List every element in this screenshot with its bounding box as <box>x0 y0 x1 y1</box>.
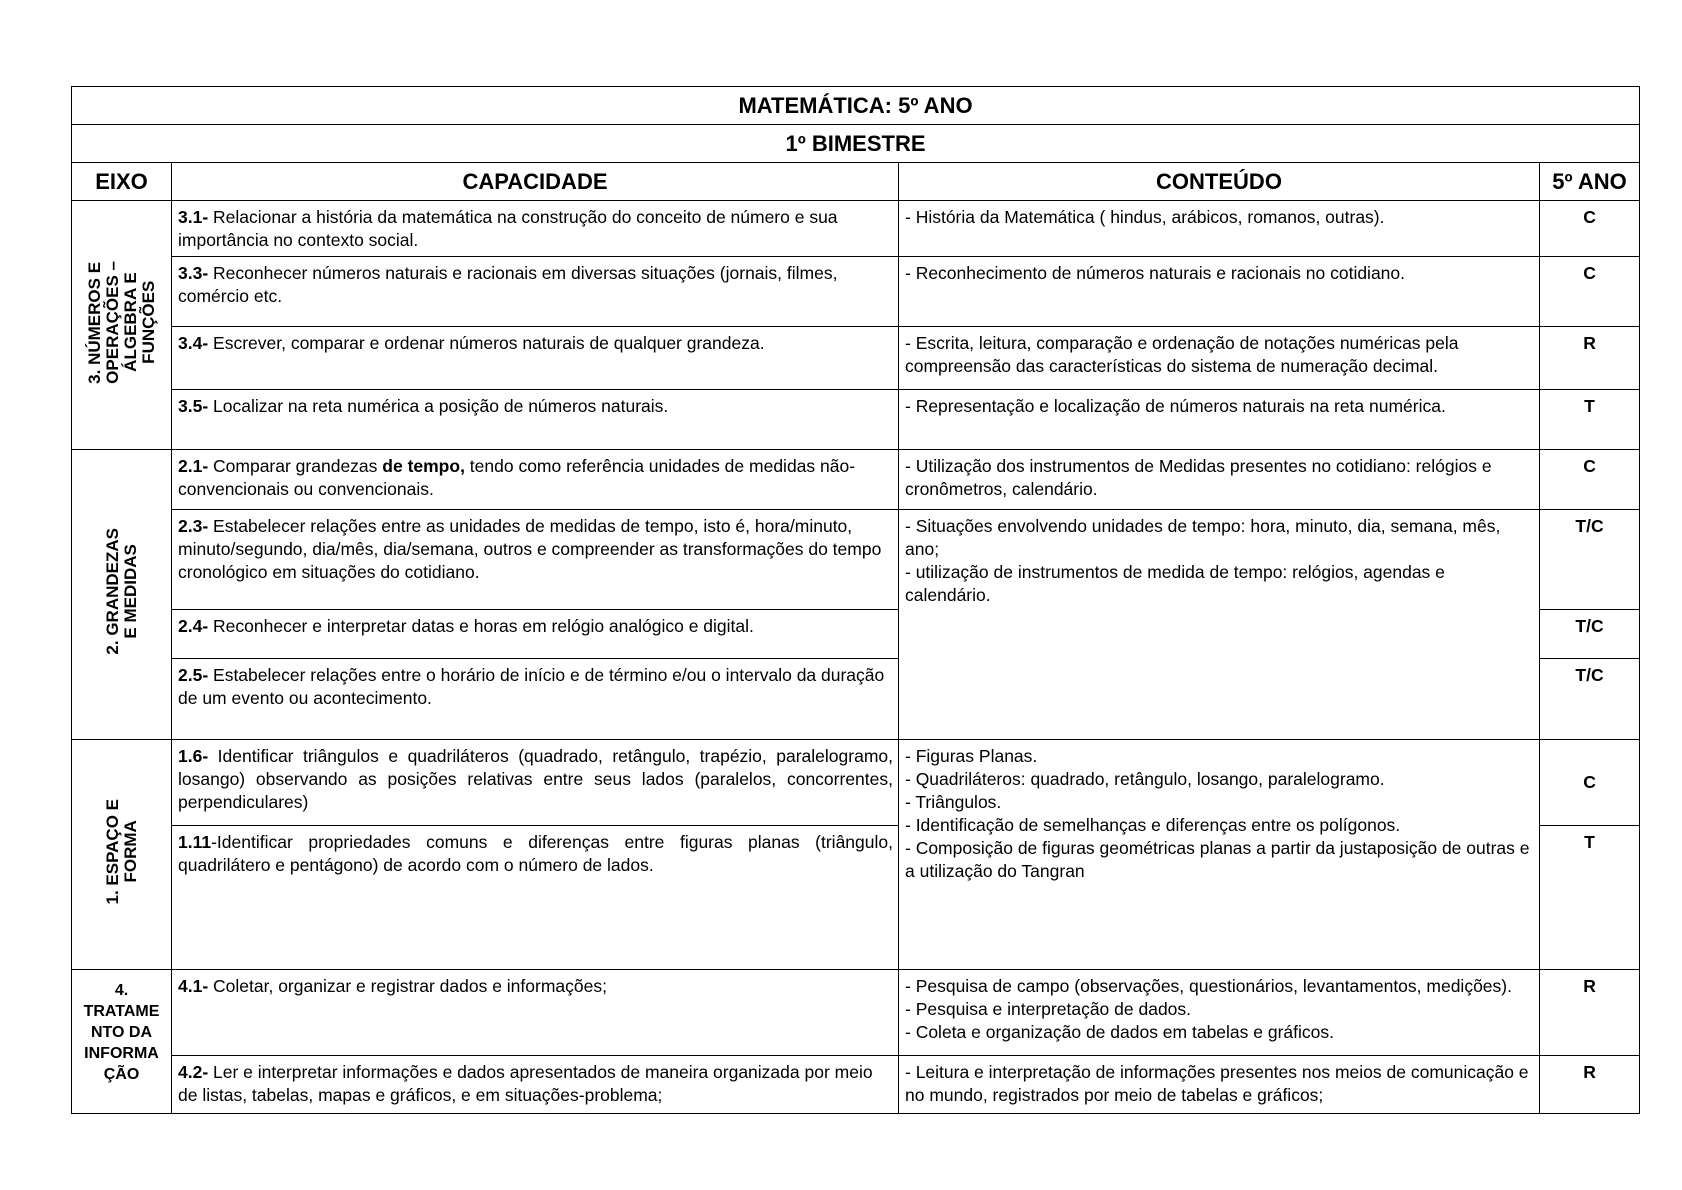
axis-grandezas <box>72 450 172 740</box>
ano-4-2: R <box>1540 1056 1640 1114</box>
header-ano: 5º ANO <box>1540 163 1640 201</box>
ano-4-1: R <box>1540 970 1640 1056</box>
conteudo-3-3: - Reconhecimento de números naturais e racionais no cotidiano. <box>899 257 1540 327</box>
ano-3-5: T <box>1540 390 1640 450</box>
header-eixo: EIXO <box>72 163 172 201</box>
ano-1-6: C <box>1540 740 1640 826</box>
axis-numeros <box>72 201 172 450</box>
capacidade-2-3: 2.3- Estabelecer relações entre as unidades de medidas de tempo, isto é, hora/minuto, minuto/segundo, dia/mês, dia/semana, outros e compreender as transformações do tempo cronológico em situações do cotidiano. <box>172 510 899 610</box>
capacidade-4-2: 4.2- Ler e interpretar informações e dados apresentados de maneira organizada por meio de listas, tabelas, mapas e gráficos, e em situações-problema; <box>172 1056 899 1114</box>
axis-grandezas-label: 2. GRANDEZAS E MEDIDAS <box>102 528 140 655</box>
ano-3-1: C <box>1540 201 1640 257</box>
capacidade-1-6: 1.6- Identificar triângulos e quadriláteros (quadrado, retângulo, trapézio, paralelogramo, losango) observando as posições relativas entre seus lados (paralelos, concorrentes, perpendiculares) <box>172 740 899 826</box>
conteudo-3-1: - História da Matemática ( hindus, arábicos, romanos, outras). <box>899 201 1540 257</box>
ano-3-4: R <box>1540 327 1640 390</box>
ano-3-3: C <box>1540 257 1640 327</box>
axis-numeros-label: 3. NÚMEROS E OPERAÇÕES – ÁLGEBRA E FUNÇÕES <box>84 260 158 384</box>
capacidade-2-1: 2.1- Comparar grandezas de tempo, tendo como referência unidades de medidas não-convencionais ou convencionais. <box>172 450 899 510</box>
table-title: MATEMÁTICA: 5º ANO <box>72 87 1640 125</box>
ano-2-3: T/C <box>1540 510 1640 610</box>
conteudo-2-1: - Utilização dos instrumentos de Medidas presentes no cotidiano: relógios e cronômetros, calendário. <box>899 450 1540 510</box>
header-conteudo: CONTEÚDO <box>899 163 1540 201</box>
axis-espaco-label: 1. ESPAÇO E FORMA <box>102 798 140 905</box>
capacidade-3-5: 3.5- Localizar na reta numérica a posição de números naturais. <box>172 390 899 450</box>
bimestre-title: 1º BIMESTRE <box>72 125 1640 163</box>
capacidade-3-4: 3.4- Escrever, comparar e ordenar números naturais de qualquer grandeza. <box>172 327 899 390</box>
conteudo-4-2: - Leitura e interpretação de informações presentes nos meios de comunicação e no mundo, registrados por meio de tabelas e gráficos; <box>899 1056 1540 1114</box>
capacidade-3-1: 3.1- Relacionar a história da matemática na construção do conceito de número e sua importância no contexto social. <box>172 201 899 257</box>
capacidade-4-1: 4.1- Coletar, organizar e registrar dados e informações; <box>172 970 899 1056</box>
axis-tratamento: 4. TRATAME NTO DA INFORMA ÇÃO <box>72 970 172 1114</box>
conteudo-3-4: - Escrita, leitura, comparação e ordenação de notações numéricas pela compreensão das características do sistema de numeração decimal. <box>899 327 1540 390</box>
conteudo-4-1: - Pesquisa de campo (observações, questionários, levantamentos, medições). - Pesquisa e interpretação de dados. - Coleta e organização de dados em tabelas e gráficos. <box>899 970 1540 1056</box>
axis-espaco <box>72 740 172 970</box>
capacidade-2-5: 2.5- Estabelecer relações entre o horário de início e de término e/ou o intervalo da duração de um evento ou acontecimento. <box>172 659 899 740</box>
conteudo-tempo: - Situações envolvendo unidades de tempo: hora, minuto, dia, semana, mês, ano; - utilização de instrumentos de medida de tempo: relógios, agendas e calendário. <box>899 510 1540 740</box>
ano-1-11: T <box>1540 826 1640 970</box>
conteudo-figuras: - Figuras Planas. - Quadriláteros: quadrado, retângulo, losango, paralelogramo. - Triângulos. - Identificação de semelhanças e diferenças entre os polígonos. - Composição de figuras geométricas planas a partir da justaposição de outras e a utilização do Tangran <box>899 740 1540 970</box>
curriculum-table <box>71 86 1640 1114</box>
ano-2-4: T/C <box>1540 610 1640 659</box>
capacidade-3-3: 3.3- Reconhecer números naturais e racionais em diversas situações (jornais, filmes, comércio etc. <box>172 257 899 327</box>
header-capacidade: CAPACIDADE <box>172 163 899 201</box>
ano-2-5: T/C <box>1540 659 1640 740</box>
conteudo-3-5: - Representação e localização de números naturais na reta numérica. <box>899 390 1540 450</box>
ano-2-1: C <box>1540 450 1640 510</box>
capacidade-1-11: 1.11-Identificar propriedades comuns e diferenças entre figuras planas (triângulo, quadrilátero e pentágono) de acordo com o número de lados. <box>172 826 899 970</box>
capacidade-2-4: 2.4- Reconhecer e interpretar datas e horas em relógio analógico e digital. <box>172 610 899 659</box>
